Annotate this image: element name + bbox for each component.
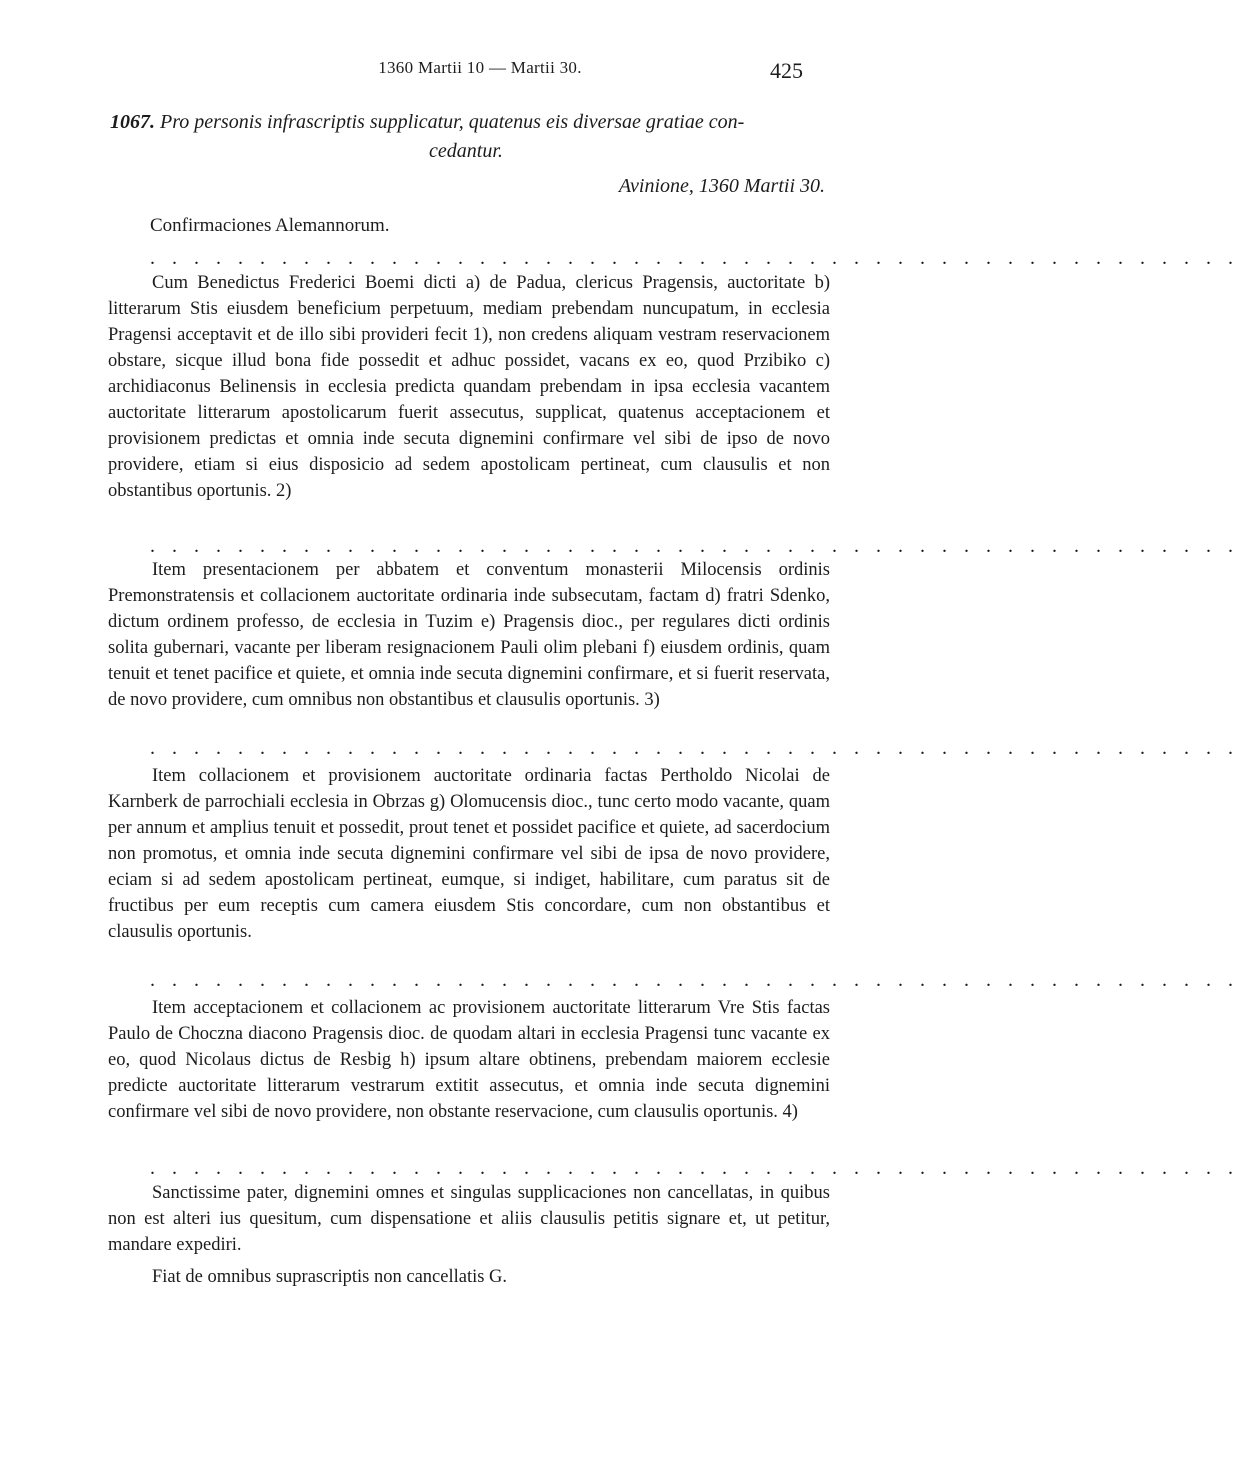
paragraph-6: Fiat de omnibus suprascriptis non cancellatis G. <box>152 1267 508 1287</box>
paragraph-1: Cum Benedictus Frederici Boemi dicti a) de Padua, clericus Pragensis, auctoritate b) litterarum Stis eiusdem beneficium perpetuum, mediam prebendam nuncupatum, in ecclesia Pragensi acceptavit et de illo sibi provideri fecit 1), non credens aliquam vestram reservacionem obstare, sicque illud bona fide possedit et adhuc possidet, vacans ex eo, quod Przibiko c) archidiaconus Belinensis in ecclesia predicta quandam prebendam in ipsa ecclesia vacantem auctoritate litterarum apostolicarum fuerit assecutus, supplicat, quatenus acceptacionem et provisionem predictas et omnia inde secuta dignemini confirmare vel sibi de ipso de novo providere, etiam si eius disposicio ad sedem apostolicam pertineat, cum clausulis et non obstantibus oportunis. 2) <box>108 273 830 501</box>
paragraph-3: Item collacionem et provisionem auctoritate ordinaria factas Pertholdo Nicolai de Karnberk de parrochiali ecclesia in Obrzas g) Olomucensis dioc., tunc certo modo vacante, quam per annum et amplius tenuit et possedit, prout tenet et possidet pacifice et quiete, ad sacerdocium non promotus, et omnia inde secuta dignemini confirmare vel sibi de ipsa de novo providere, eciam si ad sedem apostolicam pertineat, eumque, si indiget, habilitare, cum paratus sit de fructibus per eum receptis cum camera eiusdem Stis concordare, cum non obstantibus et clausulis oportunis. <box>108 766 830 942</box>
document-number: 1067. <box>110 111 155 133</box>
section-heading: Confirmaciones Alemannorum. <box>150 215 390 236</box>
running-head: 1360 Martii 10 — Martii 30. <box>378 58 582 77</box>
ellipsis-line: . . . . . . . . . . . . . . . . . . . . . . . . . . . . . . . . . . . . . . . . . . . . . . . . . . <box>150 247 1239 269</box>
paragraph-4: Item acceptacionem et collacionem ac provisionem auctoritate litterarum Vre Stis factas Paulo de Choczna diacono Pragensis dioc. de quodam altari in ecclesia Pragensi tunc vacante ex eo, quod Nicolaus dictus de Resbig h) ipsum altare obtinens, prebendam maiorem ecclesie predicte auctoritate litterarum vestrarum extitit assecutus, et omnia inde secuta dignemini confirmare vel sibi de novo providere, non obstante reservacione, cum clausulis oportunis. 4) <box>108 998 830 1122</box>
ellipsis-line: . . . . . . . . . . . . . . . . . . . . . . . . . . . . . . . . . . . . . . . . . . . . . . . . . . <box>150 737 1239 759</box>
paragraph-5: Sanctissime pater, dignemini omnes et singulas supplicaciones non cancellatas, in quibus non est alteri ius quesitum, cum dispensatione et aliis clausulis petitis signare et, ut petitur, mandare expediri. <box>108 1183 830 1255</box>
ellipsis-line: . . . . . . . . . . . . . . . . . . . . . . . . . . . . . . . . . . . . . . . . . . . . . . . . . . <box>150 535 1239 557</box>
place-date: Avinione, 1360 Martii 30. <box>618 175 825 197</box>
ellipsis-line: . . . . . . . . . . . . . . . . . . . . . . . . . . . . . . . . . . . . . . . . . . . . . . . . . . <box>150 969 1239 991</box>
ellipsis-line: . . . . . . . . . . . . . . . . . . . . . . . . . . . . . . . . . . . . . . . . . . . . . . . . . . <box>150 1157 1239 1179</box>
document-title <box>110 108 822 137</box>
document-title-text: Pro personis infrascriptis supplicatur, quatenus eis diversae gratiae con- <box>160 111 745 133</box>
document-title-continuation: cedantur. <box>429 140 503 162</box>
paragraph-2: Item presentacionem per abbatem et conventum monasterii Milocensis ordinis Premonstratensis et collacionem auctoritate ordinaria inde subsecutam, factam d) fratri Sdenko, dictum ordinem professo, de ecclesia in Tuzim e) Pragensis dioc., per regulares dicti ordinis solita gubernari, vacante per liberam resignacionem Pauli olim plebani f) eiusdem ordinis, quam tenuit et tenet pacifice et quiete, et omnia inde secuta dignemini confirmare, et si fuerit reservata, de novo providere, cum omnibus non obstantibus et clausulis oportunis. 3) <box>108 560 830 710</box>
page-number: 425 <box>770 58 803 83</box>
